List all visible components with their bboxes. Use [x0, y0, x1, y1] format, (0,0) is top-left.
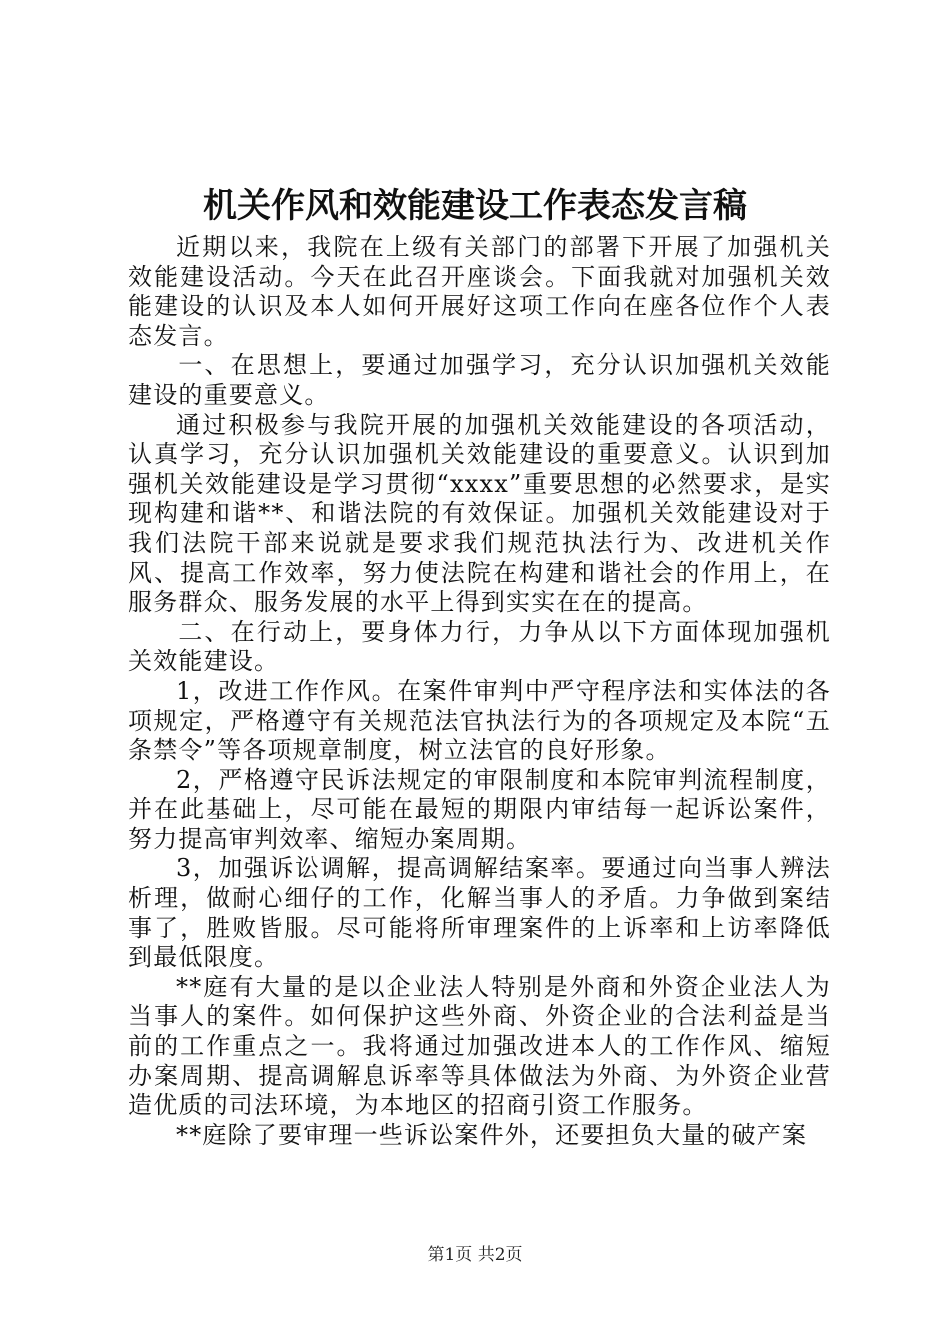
- page-number-footer: 第1页 共2页: [427, 1245, 523, 1265]
- list-item-3: 3，加强诉讼调解，提高调解结案率。要通过向当事人辨法析理，做耐心细仔的工作，化解当事人的矛盾。力争做到案结事了，胜败皆服。尽可能将所审理案件的上诉率和上访率降低到最低限度。: [128, 854, 831, 972]
- paragraph-tribunal-1: **庭有大量的是以企业法人特别是外商和外资企业法人为当事人的案件。如何保护这些外商、外资企业的合法利益是当前的工作重点之一。我将通过加强改进本人的工作作风、缩短办案周期、提高调解息诉率等具体做法为外商、为外资企业营造优质的司法环境，为本地区的招商引资工作服务。: [128, 972, 831, 1120]
- section-heading-2: 二、在行动上，要身体力行，力争从以下方面体现加强机关效能建设。: [128, 617, 831, 676]
- document-body: [128, 233, 831, 1150]
- document-title: 机关作风和效能建设工作表态发言稿: [203, 186, 747, 226]
- list-item-2: 2，严格遵守民诉法规定的审限制度和本院审判流程制度，并在此基础上，尽可能在最短的期限内审结每一起诉讼案件，努力提高审判效率、缩短办案周期。: [128, 765, 831, 853]
- list-item-1: 1，改进工作作风。在案件审判中严守程序法和实体法的各项规定，严格遵守有关规范法官执法行为的各项规定及本院“五条禁令”等各项规章制度，树立法官的良好形象。: [128, 676, 831, 765]
- section-heading-1: 一、在思想上，要通过加强学习，充分认识加强机关效能建设的重要意义。: [128, 351, 831, 409]
- paragraph-intro: 近期以来，我院在上级有关部门的部署下开展了加强机关效能建设活动。今天在此召开座谈会。下面我就对加强机关效能建设的认识及本人如何开展好这项工作向在座各位作个人表态发言。: [128, 233, 831, 350]
- paragraph-tribunal-2: **庭除了要审理一些诉讼案件外，还要担负大量的破产案: [176, 1120, 808, 1149]
- paragraph-section-1: 通过积极参与我院开展的加强机关效能建设的各项活动，认真学习，充分认识加强机关效能建设的重要意义。认识到加强机关效能建设是学习贯彻“xxxx”重要思想的必然要求，是实现构建和谐**、和谐法院的有效保证。加强机关效能建设对于我们法院干部来说就是要求我们规范执法行为、改进机关作风、提高工作效率，努力使法院在构建和谐社会的作用上，在服务群众、服务发展的水平上得到实实在在的提高。: [128, 410, 831, 617]
